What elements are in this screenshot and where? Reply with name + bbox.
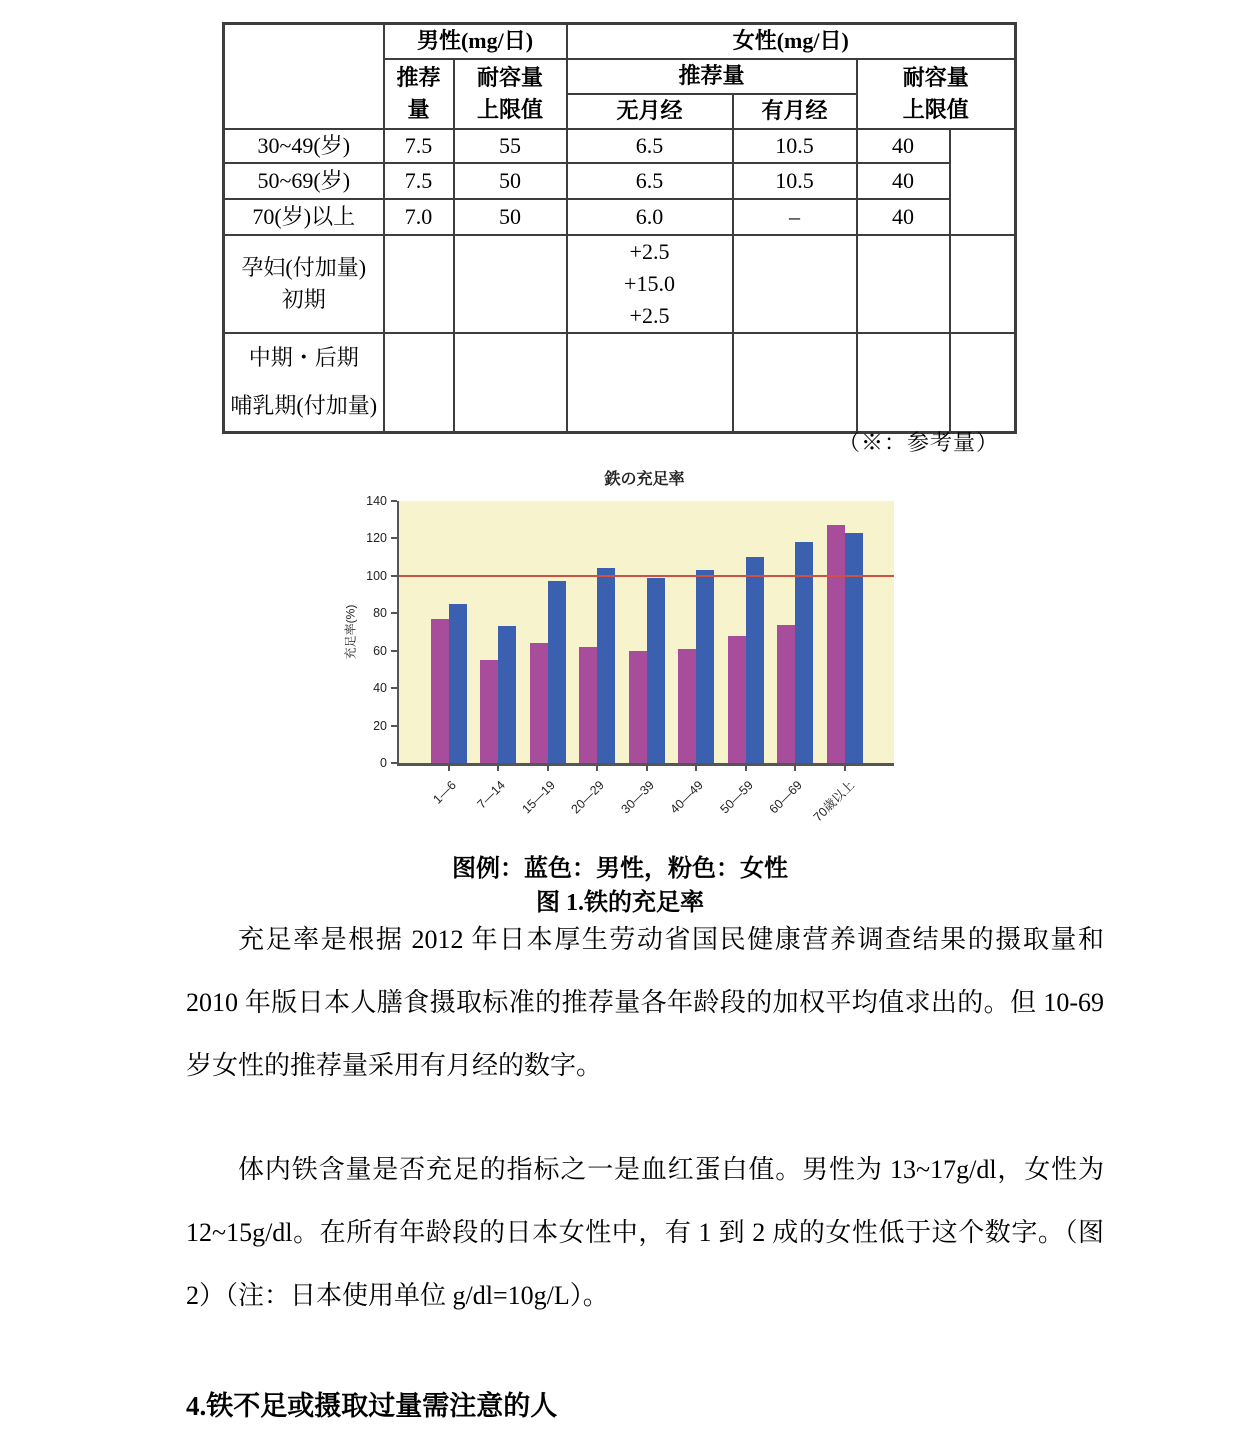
- x-tick-mark: [448, 766, 450, 771]
- body-text: [186, 908, 1104, 1327]
- row-label: 70(岁)以上: [224, 199, 384, 235]
- y-axis-label: 充足率(%): [343, 604, 358, 660]
- x-tick-mark: [794, 766, 796, 771]
- y-tick-label: 60: [373, 643, 387, 658]
- lactation-row: [224, 333, 1016, 433]
- plot-area: [397, 501, 894, 766]
- pregnancy-additional-values: +2.5 +15.0 +2.5: [567, 235, 733, 333]
- bar-group: [629, 578, 665, 763]
- plot-row: [340, 494, 910, 770]
- male-bar: [845, 533, 863, 763]
- x-tick-mark: [596, 766, 598, 771]
- female-bar: [827, 525, 845, 763]
- empty-reference-cell: [950, 129, 1016, 235]
- x-tick-mark: [844, 766, 846, 771]
- reference-line-100: [399, 575, 894, 577]
- x-tick-mark: [695, 766, 697, 771]
- bar-group: [827, 525, 863, 763]
- male-bar: [449, 604, 467, 763]
- female-menses-value: –: [733, 199, 857, 235]
- male-bar: [647, 578, 665, 763]
- male-bar: [746, 557, 764, 763]
- male-ul-value: 50: [454, 199, 567, 235]
- x-tick-mark: [646, 766, 648, 771]
- bar-group: [431, 604, 467, 763]
- female-bar: [728, 636, 746, 763]
- female-ul-value: 40: [857, 129, 950, 163]
- bar-group: [678, 570, 714, 763]
- figure-caption: 图 1.铁的充足率: [536, 890, 704, 916]
- header-has-menses: 有月经: [733, 94, 857, 129]
- female-menses-value: 10.5: [733, 129, 857, 163]
- male-rec-value: 7.5: [384, 129, 454, 163]
- female-menses-value: 10.5: [733, 163, 857, 199]
- female-bar: [629, 651, 647, 763]
- female-bar: [678, 649, 696, 763]
- figure-legend: 图例：蓝色：男性，粉色：女性: [452, 856, 788, 882]
- female-ul-value: 40: [857, 163, 950, 199]
- female-bar: [579, 647, 597, 763]
- paragraph-2: 体内铁含量是否充足的指标之一是血红蛋白值。男性为 13~17g/dl，女性为 12~15g/dl。在所有年龄段的日本女性中，有 1 到 2 成的女性低于这个数字。（图 2）（注：日本使用单位 g/dl=10g/L）。: [186, 1155, 1104, 1310]
- female-no-menses-value: 6.5: [567, 163, 733, 199]
- pregnancy-row: [224, 235, 1016, 333]
- female-bar: [530, 643, 548, 763]
- section-heading: 4.铁不足或摄取过量需注意的人: [186, 1391, 558, 1421]
- header-no-menses: 无月经: [567, 94, 733, 129]
- header-male-unit: 男性(mg/日): [384, 24, 567, 59]
- y-axis: [360, 494, 397, 770]
- y-tick-label: 0: [380, 756, 387, 770]
- male-rec-value: 7.5: [384, 163, 454, 199]
- x-axis: 1—6 7—14 15—19 20—29 30—39 40—49 50—59 60—69 70歳以上: [399, 766, 894, 844]
- row-label: 50~69(岁): [224, 163, 384, 199]
- iron-intake-table: [222, 22, 1017, 434]
- x-tick-mark: [745, 766, 747, 771]
- male-ul-value: 50: [454, 163, 567, 199]
- male-ul-value: 55: [454, 129, 567, 163]
- table-row: [224, 129, 1016, 163]
- y-tick-label: 20: [373, 718, 387, 733]
- table-footnote: （※：参考量）: [838, 430, 1000, 455]
- y-tick-label: 120: [366, 531, 387, 546]
- male-bar: [597, 568, 615, 763]
- bar-group: [728, 557, 764, 763]
- x-tick-mark: [497, 766, 499, 771]
- y-tick-label: 140: [366, 494, 387, 508]
- paragraph-1: 充足率是根据 2012 年日本厚生劳动省国民健康营养调查结果的摄取量和 2010 年版日本人膳食摄取标准的推荐量各年龄段的加权平均值求出的。但 10-69 岁女性的推荐量采用有月经的数字。: [186, 925, 1104, 1080]
- male-bar: [548, 581, 566, 763]
- male-bar: [498, 626, 516, 763]
- header-female-unit: 女性(mg/日): [567, 24, 1016, 59]
- bar-group: [530, 581, 566, 763]
- row-label: 中期・后期 哺乳期(付加量): [224, 333, 384, 433]
- x-tick-mark: [547, 766, 549, 771]
- female-bar: [431, 619, 449, 763]
- header-male-recommended: 推荐量: [384, 59, 454, 129]
- chart-title: 鉄の充足率: [604, 471, 685, 488]
- female-bar: [777, 625, 795, 763]
- male-rec-value: 7.0: [384, 199, 454, 235]
- female-no-menses-value: 6.5: [567, 129, 733, 163]
- male-bar: [696, 570, 714, 763]
- y-tick-label: 100: [366, 568, 387, 583]
- table-corner-cell: [224, 24, 384, 129]
- row-label: 孕妇(付加量) 初期: [224, 235, 384, 333]
- female-ul-value: 40: [857, 199, 950, 235]
- row-label: 30~49(岁): [224, 129, 384, 163]
- table-row: [224, 163, 1016, 199]
- y-tick-label: 80: [373, 606, 387, 621]
- bar-group: [579, 568, 615, 763]
- table-row: [224, 199, 1016, 235]
- female-no-menses-value: 6.0: [567, 199, 733, 235]
- female-bar: [480, 660, 498, 763]
- header-female-upper-limit: 耐容量 上限值: [857, 59, 1016, 129]
- header-male-upper-limit: 耐容量 上限值: [454, 59, 567, 129]
- bar-group: [480, 626, 516, 763]
- y-tick-label: 40: [373, 681, 387, 696]
- iron-sufficiency-chart: [340, 466, 910, 844]
- header-female-recommended: 推荐量: [567, 59, 857, 94]
